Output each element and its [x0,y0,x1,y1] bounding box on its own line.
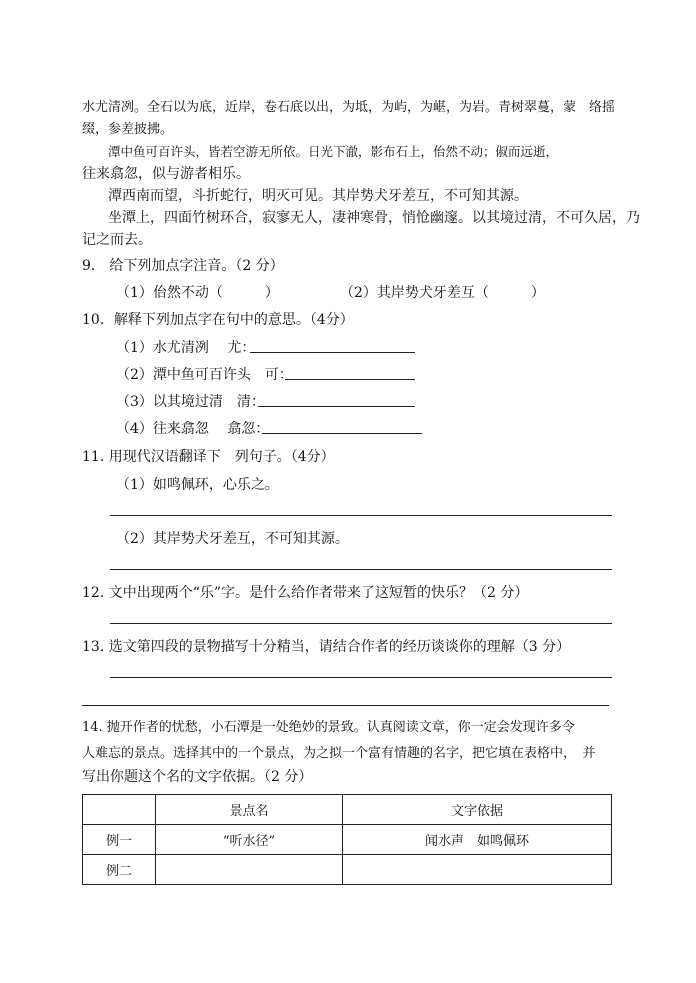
question-13-stem: 13. 选文第四段的景物描写十分精当，请结合作者的经历谈谈你的理解（3 分） [82,639,571,655]
table-cell: 例二 [83,855,156,885]
question-10-item-4: （4）往来翕忽 翕忽： [116,421,270,437]
scenic-spot-table [82,794,612,885]
table-cell-input[interactable] [343,855,612,885]
question-14-line: 人难忘的景点。选择其中的一个景点，为之拟一个富有情趣的名字，把它填在表格中， 并 [82,746,596,761]
answer-line[interactable] [285,379,415,380]
table-row [83,855,612,885]
answer-line[interactable] [258,406,415,407]
question-10-item-3: （3）以其境过清 清： [116,394,265,410]
passage-line: 水尤清冽。全石以为底，近岸，卷石底以出，为坻，为屿，为嵁，为岩。青树翠蔓，蒙 络摇 [82,100,616,115]
answer-line[interactable] [82,705,609,706]
passage-line: 缀，参差披拂。 [82,122,174,137]
question-11-item-1: （1）如鸣佩环，心乐之。 [116,477,279,493]
question-14-line: 写出你题这个名的文字依据。（2 分） [82,769,313,785]
passage-line: 潭西南而望，斗折蛇行，明灭可见。其岸势犬牙差互，不可知其源。 [108,188,528,204]
passage-line: 往来翕忽，似与游者相乐。 [82,166,250,182]
question-12-stem: 12. 文中出现两个“乐”字。是什么给作者带来了这短暂的快乐？（2 分） [82,585,529,601]
answer-line[interactable] [110,623,612,624]
answer-line[interactable] [110,677,612,678]
table-header-cell [83,795,156,825]
passage-line: 坐潭上，四面竹树环合，寂寥无人，凄神寒骨，悄怆幽邃。以其境过清，不可久居，乃 [108,210,640,226]
table-cell: 闻水声 如鸣佩环 [343,825,612,855]
answer-line[interactable] [110,569,612,570]
passage-line: 记之而去。 [82,232,152,248]
question-14-line: 14. 抛开作者的忧愁，小石潭是一处绝妙的景致。认真阅读文章，你一定会发现许多令 [82,720,575,735]
answer-line[interactable] [262,433,422,434]
passage-line: 潭中鱼可百许头，皆若空游无所依。日光下澈，影布石上，佁然不动；俶而远逝， [108,144,559,159]
question-11-stem: 11. 用现代汉语翻译下 列句子。（4分） [82,449,335,465]
question-9-item-2: （2）其岸势犬牙差互（ ） [340,285,545,301]
question-11-item-2: （2）其岸势犬牙差互，不可知其源。 [116,531,349,547]
table-row [83,825,612,855]
answer-line[interactable] [250,352,415,353]
answer-line[interactable] [110,515,612,516]
table-header-cell: 文字依据 [343,795,612,825]
question-10-stem: 10．解释下列加点字在句中的意思。（4分） [82,312,354,328]
table-cell-input[interactable] [156,855,343,885]
question-10-item-2: （2）潭中鱼可百许头 可： [116,367,293,383]
table-cell: “听水径” [156,825,343,855]
table-cell: 例一 [83,825,156,855]
table-header-cell: 景点名 [156,795,343,825]
question-9-stem: 9． 给下列加点字注音。（2 分） [82,258,284,274]
question-9-item-1: （1）佁然不动（ ） [116,285,279,301]
table-header-row [83,795,612,825]
question-10-item-1: （1）水尤清冽 尤： [116,340,256,356]
